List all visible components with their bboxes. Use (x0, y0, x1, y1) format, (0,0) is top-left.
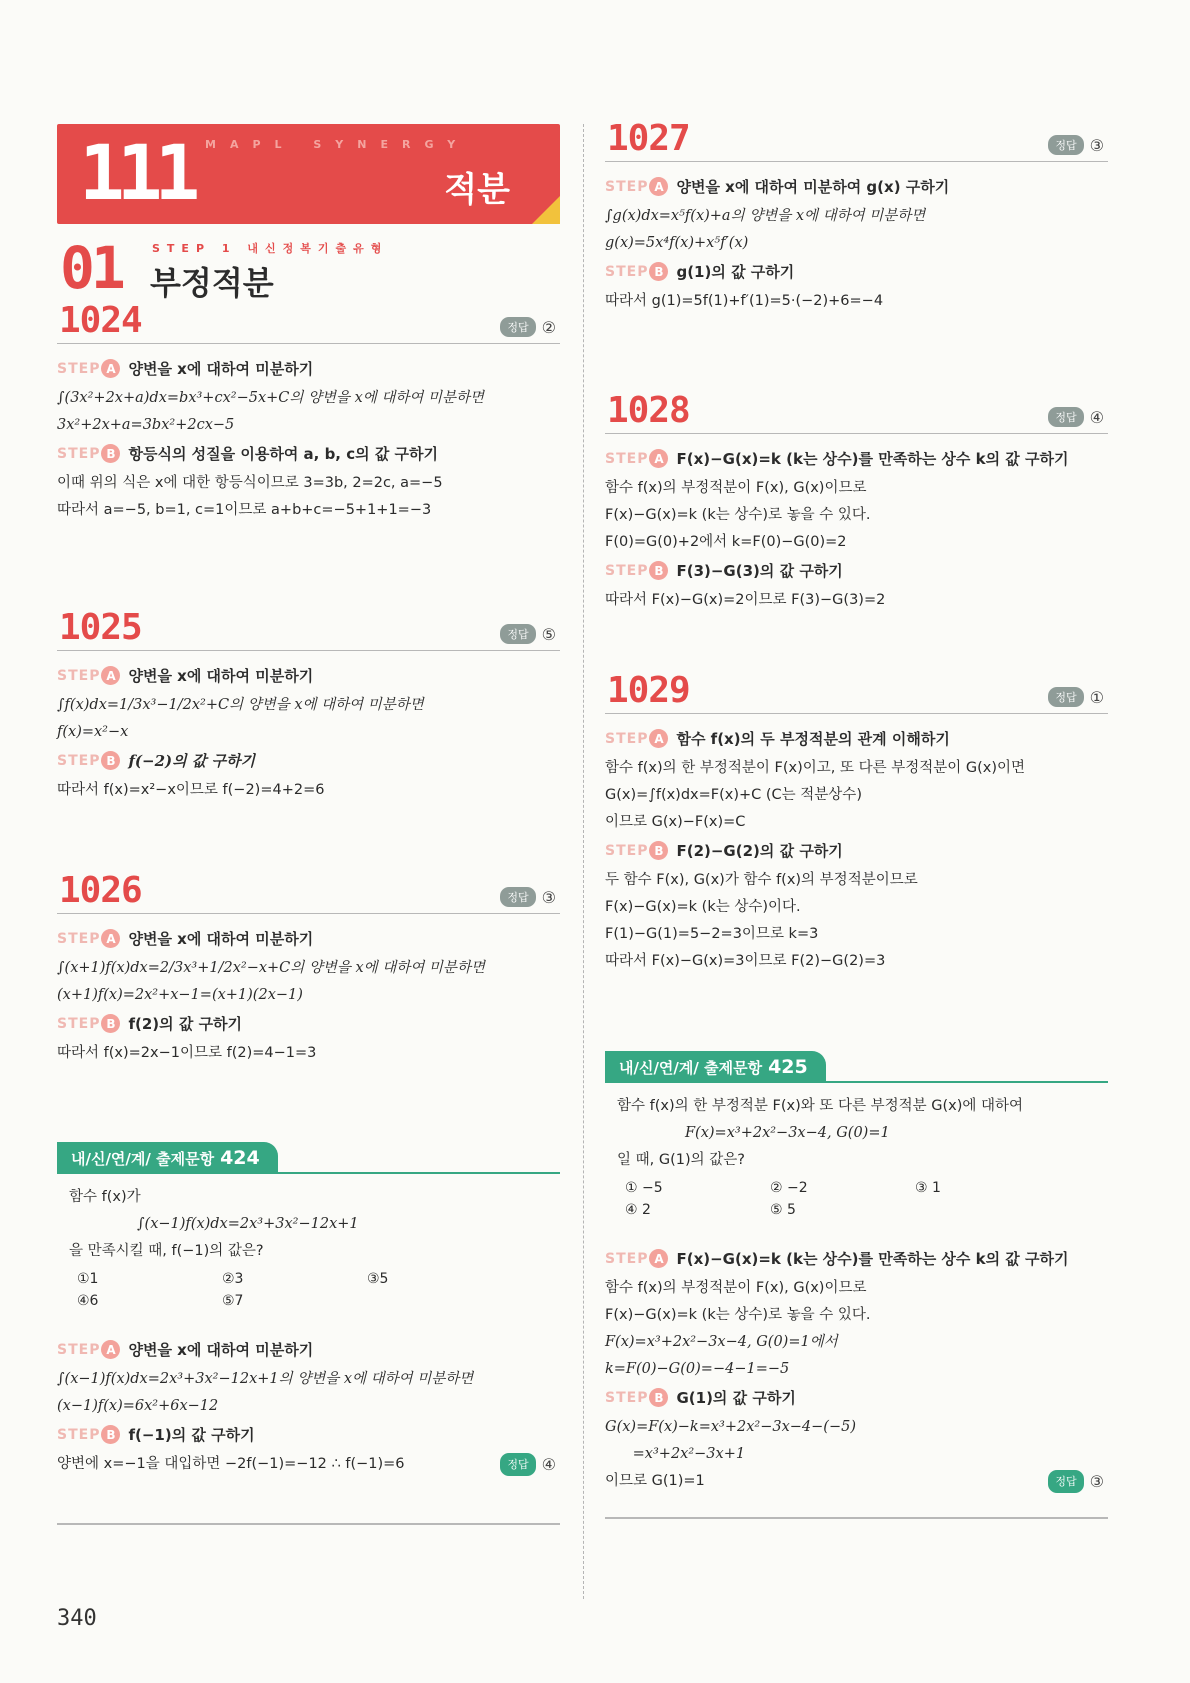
linked-problem-425 (605, 1051, 1108, 1499)
column-divider (583, 124, 584, 1599)
solution-line: f(x)=x²−x (57, 724, 129, 740)
step-title: F(2)−G(2)의 값 구하기 (676, 842, 843, 860)
step-letter: A (649, 177, 668, 196)
question-line: F(x)=x³+2x²−3x−4, G(0)=1 (685, 1125, 890, 1141)
chapter-number: 111 (79, 128, 193, 217)
section-end-rule (605, 1517, 1108, 1519)
answer-badge: 정답 (1048, 1470, 1083, 1493)
choices (625, 1180, 1096, 1218)
step-title: f(−2)의 값 구하기 (128, 752, 256, 770)
step-heading (605, 448, 1108, 469)
solution-line: =x³+2x²−3x+1 (605, 1446, 746, 1462)
step-label: STEP (605, 178, 649, 195)
step-heading (605, 176, 1108, 197)
step-letter: B (649, 841, 668, 860)
choice: ④6 (77, 1293, 99, 1309)
problem-header (605, 390, 1108, 434)
page-number: 340 (57, 1606, 97, 1631)
solution-line: G(x)=F(x)−k=x³+2x²−3x−4−(−5) (605, 1419, 856, 1435)
step-title: F(3)−G(3)의 값 구하기 (676, 562, 843, 580)
step-title: 양변을 x에 대하여 미분하여 g(x) 구하기 (676, 178, 950, 196)
problem-1028 (605, 390, 1108, 618)
step-heading (605, 840, 1108, 861)
choice: ④ 2 (625, 1202, 651, 1218)
answer-value: ④ (1089, 407, 1104, 427)
step-letter: A (649, 1249, 668, 1268)
linked-tab-label: 내/신/연/계/ 출제문항 (71, 1149, 215, 1168)
solution (605, 714, 1108, 971)
step-label: STEP (605, 263, 649, 280)
answer-indicator (500, 624, 556, 644)
step-label: STEP (57, 1015, 101, 1032)
step-heading (57, 443, 560, 464)
step-title: 양변을 x에 대하여 미분하기 (128, 930, 314, 948)
step-heading (57, 1339, 560, 1360)
step-letter: B (649, 262, 668, 281)
step-label: STEP (57, 1426, 101, 1443)
solution-line: k=F(0)−G(0)=−4−1=−5 (605, 1361, 790, 1377)
step-title: F(x)−G(x)=k (k는 상수)를 만족하는 상수 k의 값 구하기 (676, 450, 1069, 468)
answer-badge: 정답 (500, 624, 535, 644)
linked-tab (605, 1051, 826, 1083)
question-line: 함수 f(x)의 한 부정적분 F(x)와 또 다른 부정적분 G(x)에 대하여 (617, 1098, 1023, 1114)
problem-number: 1026 (59, 870, 142, 911)
problem-1024 (57, 300, 560, 528)
solution-line: G(x)=∫f(x)dx=F(x)+C (C는 적분상수) (605, 787, 862, 803)
answer-value: ⑤ (541, 624, 556, 644)
step-heading (57, 358, 560, 379)
solution-line: 따라서 f(x)=2x−1이므로 f(2)=4−1=3 (57, 1045, 317, 1061)
step-title: 양변을 x에 대하여 미분하기 (128, 667, 314, 685)
step-label: STEP (605, 1250, 649, 1267)
problem-header (605, 670, 1108, 714)
solution (605, 162, 1108, 311)
question-line: 일 때, G(1)의 값은? (617, 1152, 745, 1168)
solution-line: 이므로 G(x)−F(x)=C (605, 814, 746, 830)
solution-line: ∫f(x)dx=1/3x³−1/2x²+C의 양변을 x에 대하여 미분하면 (57, 697, 424, 713)
choice: ① −5 (625, 1180, 663, 1196)
choice: ② −2 (770, 1180, 808, 1196)
solution-line: 함수 f(x)의 부정적분이 F(x), G(x)이므로 (605, 1280, 867, 1296)
solution-line: F(x)−G(x)=k (k는 상수)로 놓을 수 있다. (605, 1307, 871, 1323)
problem-number: 1029 (607, 670, 690, 711)
section-title: 부정적분 (150, 264, 274, 302)
solution (605, 434, 1108, 610)
solution-line: F(x)−G(x)=k (k는 상수)로 놓을 수 있다. (605, 507, 871, 523)
answer-indicator (1048, 1470, 1104, 1493)
linked-tab (57, 1142, 278, 1174)
step-letter: A (101, 929, 120, 948)
step-letter: B (649, 1388, 668, 1407)
answer-badge: 정답 (1048, 687, 1083, 707)
linked-header (57, 1142, 560, 1174)
answer-indicator (500, 1453, 556, 1476)
answer-indicator (500, 887, 556, 907)
solution-line: ∫(3x²+2x+a)dx=bx³+cx²−5x+C의 양변을 x에 대하여 미분하면 (57, 390, 485, 406)
answer-value: ① (1089, 687, 1104, 707)
step-letter: A (101, 359, 120, 378)
step-letter: A (649, 729, 668, 748)
linked-question (605, 1083, 1108, 1218)
answer-badge: 정답 (500, 1453, 535, 1476)
choice: ⑤7 (222, 1293, 244, 1309)
step-label: STEP (57, 445, 101, 462)
solution-line: 따라서 F(x)−G(x)=2이므로 F(3)−G(3)=2 (605, 592, 886, 608)
step-label: STEP (57, 360, 101, 377)
solution-line: (x+1)f(x)=2x²+x−1=(x+1)(2x−1) (57, 987, 303, 1003)
choices (77, 1271, 548, 1309)
solution (57, 1309, 560, 1474)
chapter-title: 적분 (444, 170, 510, 210)
problem-number: 1024 (59, 300, 142, 341)
solution-line: F(x)=x³+2x²−3x−4, G(0)=1에서 (605, 1334, 838, 1350)
problem-header (57, 607, 560, 651)
choice: ③ 1 (915, 1180, 941, 1196)
problem-header (57, 300, 560, 344)
answer-value: ③ (1089, 1472, 1104, 1491)
step-letter: B (101, 1425, 120, 1444)
problem-header (605, 118, 1108, 162)
step-heading (57, 750, 560, 771)
problem-number: 1028 (607, 390, 690, 431)
step-label: STEP (605, 562, 649, 579)
step-heading (605, 728, 1108, 749)
step-label: STEP (57, 1341, 101, 1358)
answer-badge: 정답 (1048, 407, 1083, 427)
solution-line: 따라서 F(x)−G(x)=3이므로 F(2)−G(2)=3 (605, 953, 886, 969)
solution-line: 따라서 a=−5, b=1, c=1이므로 a+b+c=−5+1+1=−3 (57, 502, 432, 518)
answer-value: ③ (541, 887, 556, 907)
step-label: STEP (605, 842, 649, 859)
step-title: 함수 f(x)의 두 부정적분의 관계 이해하기 (676, 730, 950, 748)
question-line: 을 만족시킬 때, f(−1)의 값은? (69, 1243, 264, 1259)
linked-problem-424 (57, 1142, 560, 1482)
step-title: F(x)−G(x)=k (k는 상수)를 만족하는 상수 k의 값 구하기 (676, 1250, 1069, 1268)
answer-value: ② (541, 317, 556, 337)
answer-indicator (1048, 407, 1104, 427)
solution-line: 따라서 g(1)=5f(1)+f′(1)=5·(−2)+6=−4 (605, 293, 884, 309)
problem-number: 1027 (607, 118, 690, 159)
section-end-rule (57, 1523, 560, 1525)
answer-value: ③ (1089, 135, 1104, 155)
answer-badge: 정답 (1048, 135, 1083, 155)
choice: ⑤ 5 (770, 1202, 796, 1218)
step-title: G(1)의 값 구하기 (676, 1389, 796, 1407)
step-title: 양변을 x에 대하여 미분하기 (128, 360, 314, 378)
step-heading (605, 261, 1108, 282)
step-label: STEP (57, 752, 101, 769)
step-heading (57, 665, 560, 686)
solution-line: ∫g(x)dx=x⁵f(x)+a의 양변을 x에 대하여 미분하면 (605, 208, 926, 224)
step-heading (57, 1424, 560, 1445)
answer-indicator (1048, 687, 1104, 707)
solution-line: 3x²+2x+a=3bx²+2cx−5 (57, 417, 235, 433)
linked-header (605, 1051, 1108, 1083)
step-title: 양변을 x에 대하여 미분하기 (128, 1341, 314, 1359)
solution-line: 두 함수 F(x), G(x)가 함수 f(x)의 부정적분이므로 (605, 872, 918, 888)
solution (605, 1218, 1108, 1491)
choice: ②3 (222, 1271, 244, 1287)
step-label: STEP (57, 930, 101, 947)
choice: ①1 (77, 1271, 99, 1287)
step-heading (605, 1387, 1108, 1408)
linked-number: 425 (768, 1056, 808, 1078)
step-letter: A (649, 449, 668, 468)
step-label: STEP (605, 730, 649, 747)
solution-line: 함수 f(x)의 한 부정적분이 F(x)이고, 또 다른 부정적분이 G(x)이면 (605, 760, 1025, 776)
chapter-banner (57, 124, 560, 224)
step-title: f(−1)의 값 구하기 (128, 1426, 255, 1444)
step-label: STEP (605, 1389, 649, 1406)
solution-line (57, 1455, 560, 1474)
problem-1029 (605, 670, 1108, 979)
solution-line: 함수 f(x)의 부정적분이 F(x), G(x)이므로 (605, 480, 867, 496)
linked-tab-label: 내/신/연/계/ 출제문항 (619, 1058, 763, 1077)
step-heading (57, 928, 560, 949)
step-heading (605, 1248, 1108, 1269)
answer-indicator (1048, 135, 1104, 155)
solution-line: g(x)=5x⁴f(x)+x⁵f′(x) (605, 235, 749, 251)
step-label: STEP (57, 667, 101, 684)
problem-1027 (605, 118, 1108, 319)
question-line: 함수 f(x)가 (69, 1189, 141, 1205)
problem-number: 1025 (59, 607, 142, 648)
solution-text: 이므로 G(1)=1 (605, 1473, 705, 1489)
answer-badge: 정답 (500, 317, 535, 337)
step-letter: A (101, 666, 120, 685)
solution-line: 따라서 f(x)=x²−x이므로 f(−2)=4+2=6 (57, 782, 325, 798)
solution-line: F(0)=G(0)+2에서 k=F(0)−G(0)=2 (605, 534, 847, 550)
step-title: g(1)의 값 구하기 (676, 263, 795, 281)
step-letter: B (649, 561, 668, 580)
solution (57, 651, 560, 800)
problem-header (57, 870, 560, 914)
linked-question (57, 1174, 560, 1309)
solution (57, 914, 560, 1063)
answer-value: ④ (541, 1455, 556, 1474)
solution (57, 344, 560, 520)
step-title: f(2)의 값 구하기 (128, 1015, 243, 1033)
solution-text: 양변에 x=−1을 대입하면 −2f(−1)=−12 ∴ f(−1)=6 (57, 1456, 405, 1472)
answer-indicator (500, 317, 556, 337)
step-heading (57, 1013, 560, 1034)
step-heading (605, 560, 1108, 581)
step-label: STEP (605, 450, 649, 467)
step-title: 항등식의 성질을 이용하여 a, b, c의 값 구하기 (128, 445, 439, 463)
solution-line: F(1)−G(1)=5−2=3이므로 k=3 (605, 926, 819, 942)
brand-text: MAPL SYNERGY (205, 138, 470, 151)
step-letter: B (101, 751, 120, 770)
problem-1025 (57, 607, 560, 808)
solution-line: ∫(x−1)f(x)dx=2x³+3x²−12x+1의 양변을 x에 대하여 미분하면 (57, 1371, 474, 1387)
solution-line: (x−1)f(x)=6x²+6x−12 (57, 1398, 219, 1414)
section-step-label: STEP 1 내신정복기출유형 (152, 242, 389, 255)
solution-line: F(x)−G(x)=k (k는 상수)이다. (605, 899, 801, 915)
step-letter: A (101, 1340, 120, 1359)
solution-line (605, 1472, 1108, 1491)
solution-line: ∫(x+1)f(x)dx=2/3x³+1/2x²−x+C의 양변을 x에 대하여 미분하면 (57, 960, 485, 976)
section-number: 01 (60, 234, 122, 302)
problem-1026 (57, 870, 560, 1071)
step-letter: B (101, 1014, 120, 1033)
linked-number: 424 (220, 1147, 260, 1169)
step-letter: B (101, 444, 120, 463)
solution-line: 이때 위의 식은 x에 대한 항등식이므로 3=3b, 2=2c, a=−5 (57, 475, 443, 491)
question-line: ∫(x−1)f(x)dx=2x³+3x²−12x+1 (137, 1216, 359, 1232)
choice: ③5 (367, 1271, 389, 1287)
answer-badge: 정답 (500, 887, 535, 907)
